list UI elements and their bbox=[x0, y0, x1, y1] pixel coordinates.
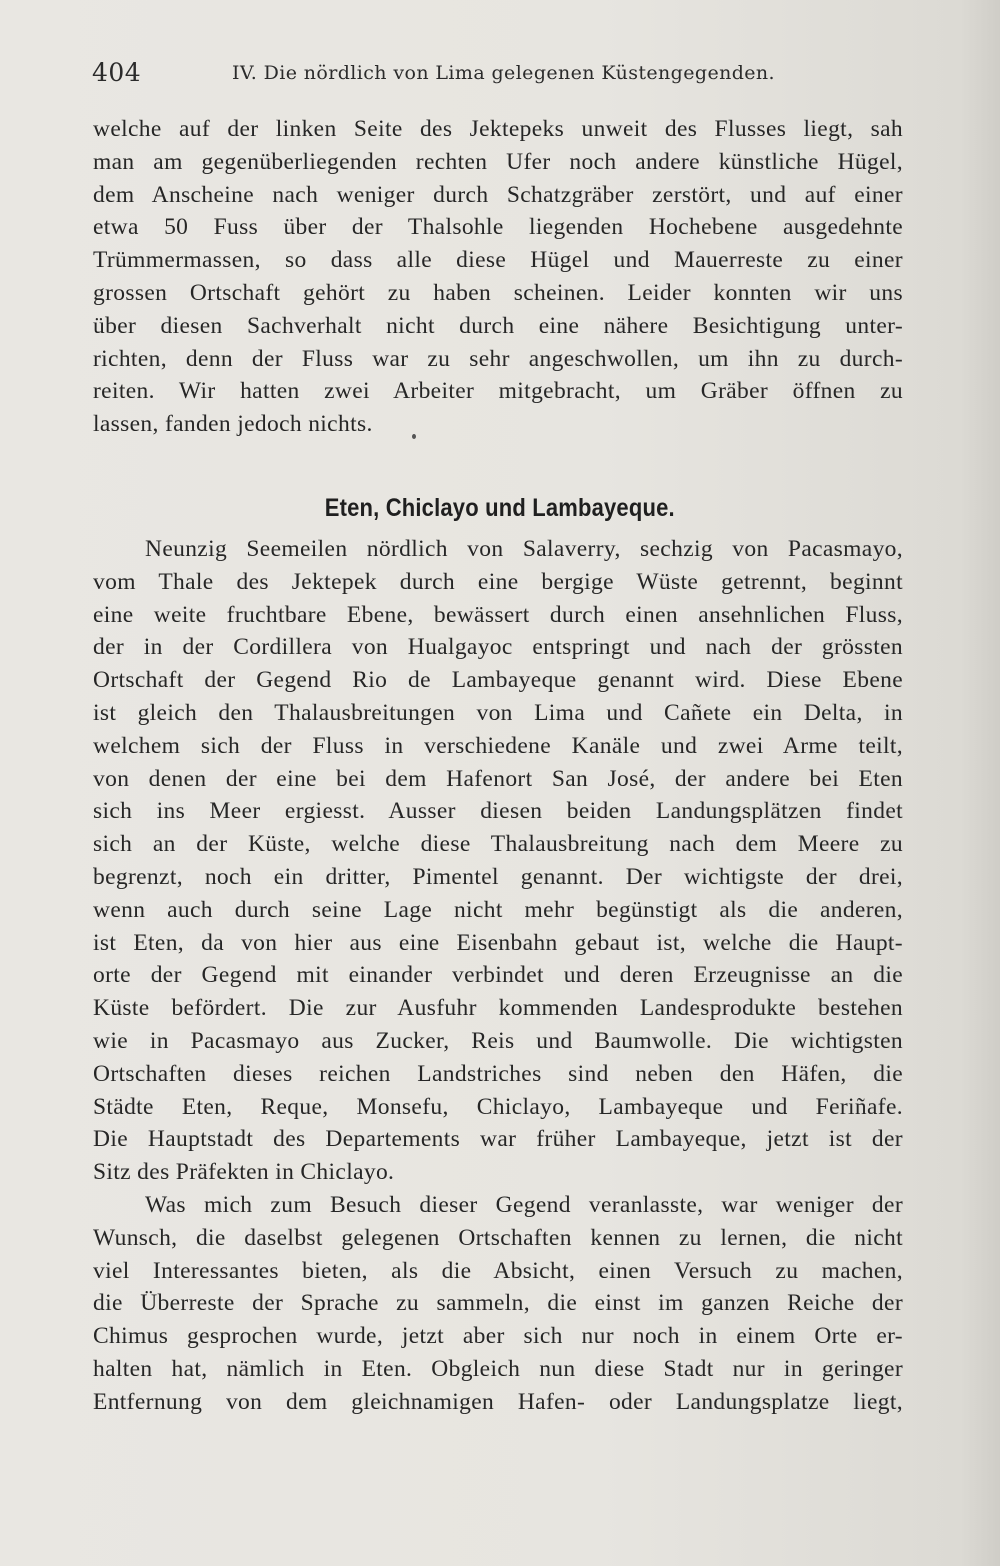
text-line: die Überreste der Sprache zu sammeln, die einst im ganzen Reiche der bbox=[93, 1290, 903, 1317]
text-line: über diesen Sachverhalt nicht durch eine nähere Besichtigung unter- bbox=[93, 312, 903, 339]
text-line: dem Anscheine nach weniger durch Schatzgräber zerstört, und auf einer bbox=[93, 181, 903, 208]
text-line: ist gleich den Thalausbreitungen von Lima und Cañete ein Delta, in bbox=[93, 699, 903, 726]
text-line: Wunsch, die daselbst gelegenen Ortschaften kennen zu lernen, die nicht bbox=[93, 1224, 903, 1251]
page-number: 404 bbox=[92, 58, 142, 87]
section-heading: Eten, Chiclayo und Lambayeque. bbox=[324, 494, 675, 522]
text-line: Was mich zum Besuch dieser Gegend veranlasste, war weniger der bbox=[145, 1191, 903, 1218]
running-title: IV. Die nördlich von Lima gelegenen Küstengegenden. bbox=[232, 62, 776, 84]
text-line: halten hat, nämlich in Eten. Obgleich nun diese Stadt nur in geringer bbox=[93, 1355, 903, 1382]
text-line: viel Interessantes bieten, als die Absicht, einen Versuch zu machen, bbox=[93, 1257, 903, 1284]
text-line: Neunzig Seemeilen nördlich von Salaverry, sechzig von Pacasmayo, bbox=[145, 536, 903, 562]
text-line: lassen, fanden jedoch nichts. bbox=[93, 411, 373, 438]
text-line: orte der Gegend mit einander verbindet und deren Erzeugnisse an die bbox=[93, 962, 903, 989]
text-line: Chimus gesprochen wurde, jetzt aber sich nur noch in einem Orte er- bbox=[93, 1323, 903, 1350]
text-line: etwa 50 Fuss über der Thalsohle liegenden Hochebene ausgedehnte bbox=[93, 214, 903, 241]
text-line: wie in Pacasmayo aus Zucker, Reis und Baumwolle. Die wichtigsten bbox=[93, 1027, 903, 1054]
page-header bbox=[92, 58, 912, 92]
text-line: man am gegenüberliegenden rechten Ufer noch andere künstliche Hügel, bbox=[93, 148, 903, 175]
text-line: begrenzt, noch ein dritter, Pimentel genannt. Der wichtigste der drei, bbox=[93, 863, 903, 890]
text-line: wenn auch durch seine Lage nicht mehr begünstigt als die anderen, bbox=[93, 896, 903, 923]
text-line: reiten. Wir hatten zwei Arbeiter mitgebracht, um Gräber öffnen zu bbox=[93, 378, 903, 405]
text-line: Ortschaft der Gegend Rio de Lambayeque genannt wird. Diese Ebene bbox=[93, 667, 903, 694]
text-line: welche auf der linken Seite des Jektepeks unweit des Flusses liegt, sah bbox=[93, 116, 903, 142]
print-speck bbox=[412, 434, 416, 439]
text-line: Trümmermassen, so dass alle diese Hügel und Mauerreste zu einer bbox=[93, 247, 903, 274]
text-line: sich an der Küste, welche diese Thalausbreitung nach dem Meere zu bbox=[93, 831, 903, 858]
text-line: Städte Eten, Reque, Monsefu, Chiclayo, Lambayeque und Feriñafe. bbox=[93, 1093, 903, 1120]
text-line: Die Hauptstadt des Departements war früher Lambayeque, jetzt ist der bbox=[93, 1126, 903, 1153]
text-line: Entfernung von dem gleichnamigen Hafen- oder Landungsplatze liegt, bbox=[93, 1388, 903, 1415]
text-line: sich ins Meer ergiesst. Ausser diesen beiden Landungsplätzen findet bbox=[93, 798, 903, 825]
text-line: Küste befördert. Die zur Ausfuhr kommenden Landesprodukte bestehen bbox=[93, 995, 903, 1022]
text-line: vom Thale des Jektepek durch eine bergige Wüste getrennt, beginnt bbox=[93, 568, 903, 595]
text-line: eine weite fruchtbare Ebene, bewässert durch einen ansehnlichen Fluss, bbox=[93, 601, 903, 628]
text-line: richten, denn der Fluss war zu sehr angeschwollen, um ihn zu durch- bbox=[93, 345, 903, 372]
text-line: der in der Cordillera von Hualgayoc entspringt und nach der grössten bbox=[93, 634, 903, 661]
paragraph-1 bbox=[93, 113, 903, 441]
text-line: Ortschaften dieses reichen Landstriches sind neben den Häfen, die bbox=[93, 1060, 903, 1087]
text-line: welchem sich der Fluss in verschiedene Kanäle und zwei Arme teilt, bbox=[93, 732, 903, 759]
text-line: ist Eten, da von hier aus eine Eisenbahn gebaut ist, welche die Haupt- bbox=[93, 929, 903, 956]
text-line: grossen Ortschaft gehört zu haben scheinen. Leider konnten wir uns bbox=[93, 279, 903, 306]
paragraph-2-and-3 bbox=[93, 533, 903, 1419]
text-line: Sitz des Präfekten in Chiclayo. bbox=[93, 1159, 395, 1186]
text-line: von denen der eine bei dem Hafenort San José, der andere bei Eten bbox=[93, 765, 903, 792]
